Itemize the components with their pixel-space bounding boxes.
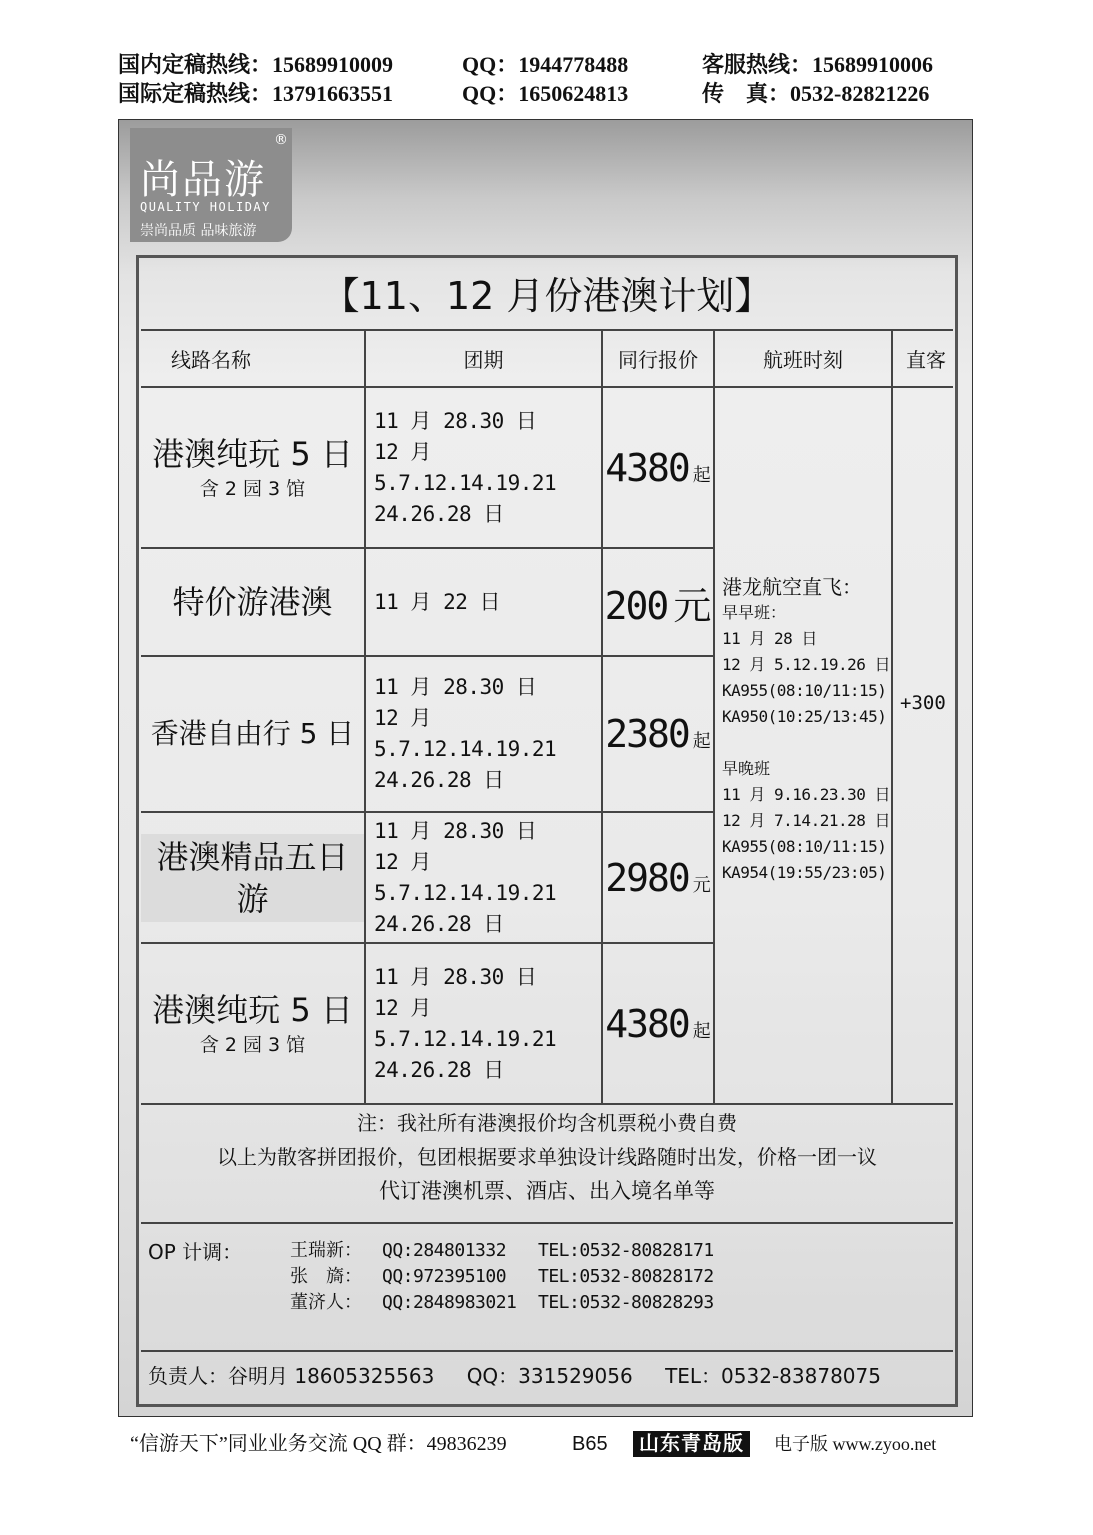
direct-price: +300 xyxy=(900,692,946,714)
note-line: 以上为散客拼团报价，包团根据要求单独设计线路随时出发，价格一团一议 xyxy=(217,1145,877,1169)
table-rule xyxy=(713,331,715,1104)
notes-block xyxy=(141,1106,953,1208)
flight-line: KA950(10:25/13:45) xyxy=(722,707,887,726)
flight-line: 12 月 5.12.19.26 日 xyxy=(722,655,890,674)
service-hotline: 客服热线：15689910006 xyxy=(702,52,934,77)
table-rule xyxy=(141,1222,953,1224)
page-number: B65 xyxy=(572,1433,608,1455)
edition-badge: 山东青岛版 xyxy=(633,1431,750,1457)
note-line: 代订港澳机票、酒店、出入境名单等 xyxy=(379,1179,715,1203)
table-rule xyxy=(141,329,953,331)
route-price-cell xyxy=(603,944,713,1103)
op-tel: TEL:0532-80828172 xyxy=(538,1266,714,1287)
logo-slogan: 崇尚品质 品味旅游 xyxy=(140,223,257,239)
flight-schedule xyxy=(722,574,892,886)
date-line: 12 月 5.7.12.14.19.21 xyxy=(374,995,557,1051)
op-tel: TEL:0532-80828171 xyxy=(538,1240,714,1261)
price-unit: 起 xyxy=(692,464,711,486)
route-name: 港澳纯玩 5 日 xyxy=(152,990,353,1029)
route-name: 港澳纯玩 5 日 xyxy=(152,434,353,473)
logo-english: QUALITY HOLIDAY xyxy=(140,200,271,214)
date-line: 24.26.28 日 xyxy=(374,501,504,526)
date-line: 11 月 28.30 日 xyxy=(374,964,537,989)
op-name: 董济人： xyxy=(290,1292,362,1313)
route-name: 特价游港澳 xyxy=(172,583,333,621)
price-value: 200 xyxy=(604,583,668,628)
route-price-cell xyxy=(603,388,713,547)
manager-qq: QQ：331529056 xyxy=(466,1364,633,1388)
price-unit: 元 xyxy=(692,874,711,896)
flight-early-label: 早早班： xyxy=(722,603,787,622)
route-name: 港澳精品五日游 xyxy=(141,834,364,922)
date-line: 11 月 28.30 日 xyxy=(374,675,537,699)
qq-group: “信游天下”同业业务交流 QQ 群：49836239 xyxy=(130,1433,507,1455)
op-name: 王瑞新： xyxy=(290,1240,362,1261)
date-line: 12 月 5.7.12.14.19.21 xyxy=(374,706,557,761)
header-route: 线路名称 xyxy=(171,348,251,372)
international-hotline: 国际定稿热线：13791663551 xyxy=(118,81,394,106)
route-name-cell xyxy=(141,944,364,1103)
fax-number: 传 真：0532-82821226 xyxy=(702,81,930,106)
table-rule xyxy=(141,1103,953,1105)
manager-contact xyxy=(148,1360,907,1389)
flight-line: KA954(19:55/23:05) xyxy=(722,863,887,882)
header-direct: 直客 xyxy=(906,348,946,372)
flight-line: KA955(08:10/11:15) xyxy=(722,681,887,700)
route-name-cell xyxy=(141,813,364,942)
price-value: 4380 xyxy=(605,1001,689,1046)
op-qq: QQ:2848983021 xyxy=(382,1292,517,1313)
flight-line: 12 月 7.14.21.28 日 xyxy=(722,811,890,830)
flight-airline: 港龙航空直飞： xyxy=(722,575,862,599)
manager-name: 负责人：谷明月 18605325563 xyxy=(148,1364,435,1388)
date-line: 12 月 5.7.12.14.19.21 xyxy=(374,849,557,905)
note-line: 注：我社所有港澳报价均含机票税小费自费 xyxy=(357,1111,737,1135)
header-dates: 团期 xyxy=(463,348,504,372)
flight-spacer xyxy=(722,730,892,756)
op-name: 张 旖： xyxy=(290,1266,362,1287)
date-line: 24.26.28 日 xyxy=(374,768,504,792)
route-name-cell xyxy=(141,657,364,811)
route-name-cell xyxy=(141,549,364,655)
op-tel: TEL:0532-80828293 xyxy=(538,1292,714,1313)
route-price-cell xyxy=(603,813,713,942)
date-line: 11 月 28.30 日 xyxy=(374,818,537,843)
flight-line: 11 月 9.16.23.30 日 xyxy=(722,785,890,804)
website-link[interactable]: 电子版 www.zyoo.net xyxy=(774,1434,937,1454)
header-price: 同行报价 xyxy=(618,348,698,372)
date-line: 24.26.28 日 xyxy=(374,911,504,936)
route-dates-cell xyxy=(366,388,601,547)
manager-tel: TEL：0532-83878075 xyxy=(665,1364,881,1388)
route-price-cell xyxy=(603,549,713,655)
route-subtitle: 含 2 园 3 馆 xyxy=(199,477,306,500)
domestic-hotline: 国内定稿热线：15689910009 xyxy=(118,52,394,77)
flight-line: KA955(08:10/11:15) xyxy=(722,837,887,856)
domestic-qq: QQ：1944778488 xyxy=(462,52,629,77)
route-name: 香港自由行 5 日 xyxy=(150,717,355,750)
price-unit: 起 xyxy=(692,731,711,752)
date-line: 24.26.28 日 xyxy=(374,1057,504,1082)
page-title: 【11、12 月份港澳计划】 xyxy=(321,274,773,318)
table-rule xyxy=(141,1350,953,1352)
logo-name: 尚品游 xyxy=(140,157,266,203)
registered-mark: ® xyxy=(274,132,288,148)
header-flight: 航班时刻 xyxy=(763,348,843,372)
hotline-header xyxy=(118,50,978,108)
route-name-cell xyxy=(141,388,364,547)
flight-late-label: 早晚班 xyxy=(722,759,771,778)
international-qq: QQ：1650624813 xyxy=(462,81,629,106)
brand-logo xyxy=(130,128,292,242)
route-dates-cell xyxy=(366,813,601,942)
date-line: 12 月 5.7.12.14.19.21 xyxy=(374,439,557,495)
route-dates-cell xyxy=(366,944,601,1103)
price-value: 4380 xyxy=(605,445,689,490)
op-qq: QQ:972395100 xyxy=(382,1266,507,1287)
hotline-row-2 xyxy=(118,79,978,108)
route-dates-cell xyxy=(366,549,601,655)
price-unit: 起 xyxy=(692,1020,711,1042)
date-line: 11 月 22 日 xyxy=(374,589,501,614)
hotline-row-1 xyxy=(118,50,978,79)
op-qq: QQ:284801332 xyxy=(382,1240,507,1261)
route-dates-cell xyxy=(366,657,601,811)
date-line: 11 月 28.30 日 xyxy=(374,408,537,433)
route-subtitle: 含 2 园 3 馆 xyxy=(199,1033,306,1056)
price-value: 2980 xyxy=(605,855,689,900)
price-unit: 元 xyxy=(673,583,712,628)
flight-line: 11 月 28 日 xyxy=(722,629,817,648)
price-value: 2380 xyxy=(605,712,689,756)
route-price-cell xyxy=(603,657,713,811)
op-label: OP 计调： xyxy=(148,1240,243,1264)
